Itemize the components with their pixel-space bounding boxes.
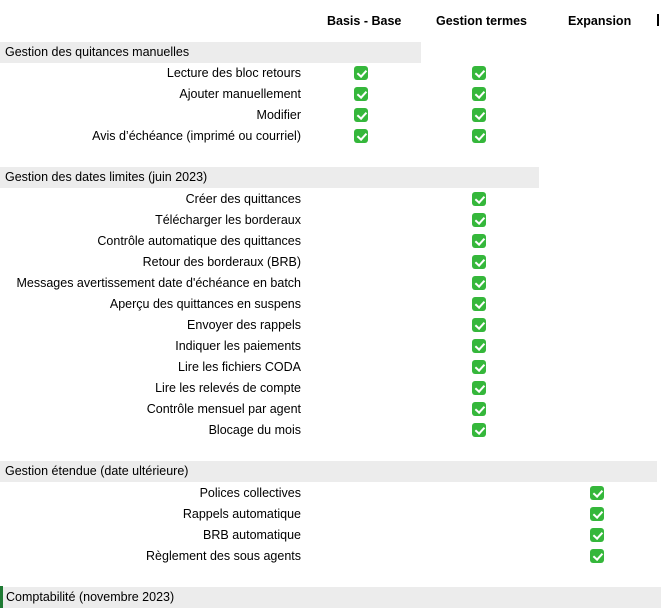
- check-mark-icon: [354, 108, 368, 122]
- row-label: Avis d’échéance (imprimé ou courriel): [92, 129, 301, 143]
- column-header-gestion-termes: Gestion termes: [436, 14, 528, 28]
- row-label: Blocage du mois: [208, 423, 301, 437]
- row-label: Modifier: [256, 108, 301, 122]
- check-mark-icon: [354, 87, 368, 101]
- row-label: Envoyer des rappels: [187, 318, 301, 332]
- check-mark-icon: [590, 507, 604, 521]
- section-header-quitances-manuelles: [0, 42, 421, 63]
- row-label: Lecture des bloc retours: [166, 66, 301, 80]
- check-mark-icon: [590, 549, 604, 563]
- row-label: Créer des quittances: [185, 192, 301, 206]
- check-mark-icon: [472, 339, 486, 353]
- check-mark-icon: [354, 66, 368, 80]
- section-header-comptabilite: [3, 587, 661, 608]
- row-label: Polices collectives: [199, 486, 301, 500]
- row-label: Aperçu des quittances en suspens: [109, 297, 301, 311]
- check-mark-icon: [472, 129, 486, 143]
- check-mark-icon: [354, 129, 368, 143]
- row-label: Télécharger les borderaux: [155, 213, 301, 227]
- check-mark-icon: [472, 276, 486, 290]
- section-title: Gestion des dates limites (juin 2023): [5, 170, 208, 184]
- check-mark-icon: [472, 255, 486, 269]
- check-mark-icon: [590, 528, 604, 542]
- check-mark-icon: [472, 423, 486, 437]
- next-column-edge: [657, 14, 659, 26]
- row-label: Contrôle automatique des quittances: [97, 234, 301, 248]
- check-mark-icon: [472, 381, 486, 395]
- row-label: Messages avertissement date d'échéance en batch: [16, 276, 301, 290]
- check-mark-icon: [472, 192, 486, 206]
- column-header-basis: Basis - Base: [327, 14, 402, 28]
- check-mark-icon: [472, 108, 486, 122]
- row-label: Lire les fichiers CODA: [178, 360, 301, 374]
- row-label: Rappels automatique: [182, 507, 301, 521]
- row-label: Contrôle mensuel par agent: [146, 402, 301, 416]
- section-header-gestion-etendue: [0, 461, 657, 482]
- check-mark-icon: [472, 360, 486, 374]
- row-label: Indiquer les paiements: [175, 339, 301, 353]
- check-mark-icon: [472, 66, 486, 80]
- check-mark-icon: [472, 402, 486, 416]
- check-mark-icon: [472, 297, 486, 311]
- row-label: Lire les relevés de compte: [155, 381, 301, 395]
- check-mark-icon: [472, 318, 486, 332]
- check-mark-icon: [472, 234, 486, 248]
- row-label: Règlement des sous agents: [146, 549, 301, 563]
- check-mark-icon: [590, 486, 604, 500]
- check-mark-icon: [472, 213, 486, 227]
- row-label: Ajouter manuellement: [179, 87, 301, 101]
- check-mark-icon: [472, 87, 486, 101]
- section-header-dates-limites: [0, 167, 539, 188]
- row-label: Retour des borderaux (BRB): [142, 255, 301, 269]
- column-header-expansion: Expansion: [568, 14, 632, 28]
- section-title: Gestion des quitances manuelles: [5, 45, 190, 59]
- section-title: Gestion étendue (date ultérieure): [5, 464, 189, 478]
- row-label: BRB automatique: [203, 528, 301, 542]
- section-title: Comptabilité (novembre 2023): [6, 590, 175, 604]
